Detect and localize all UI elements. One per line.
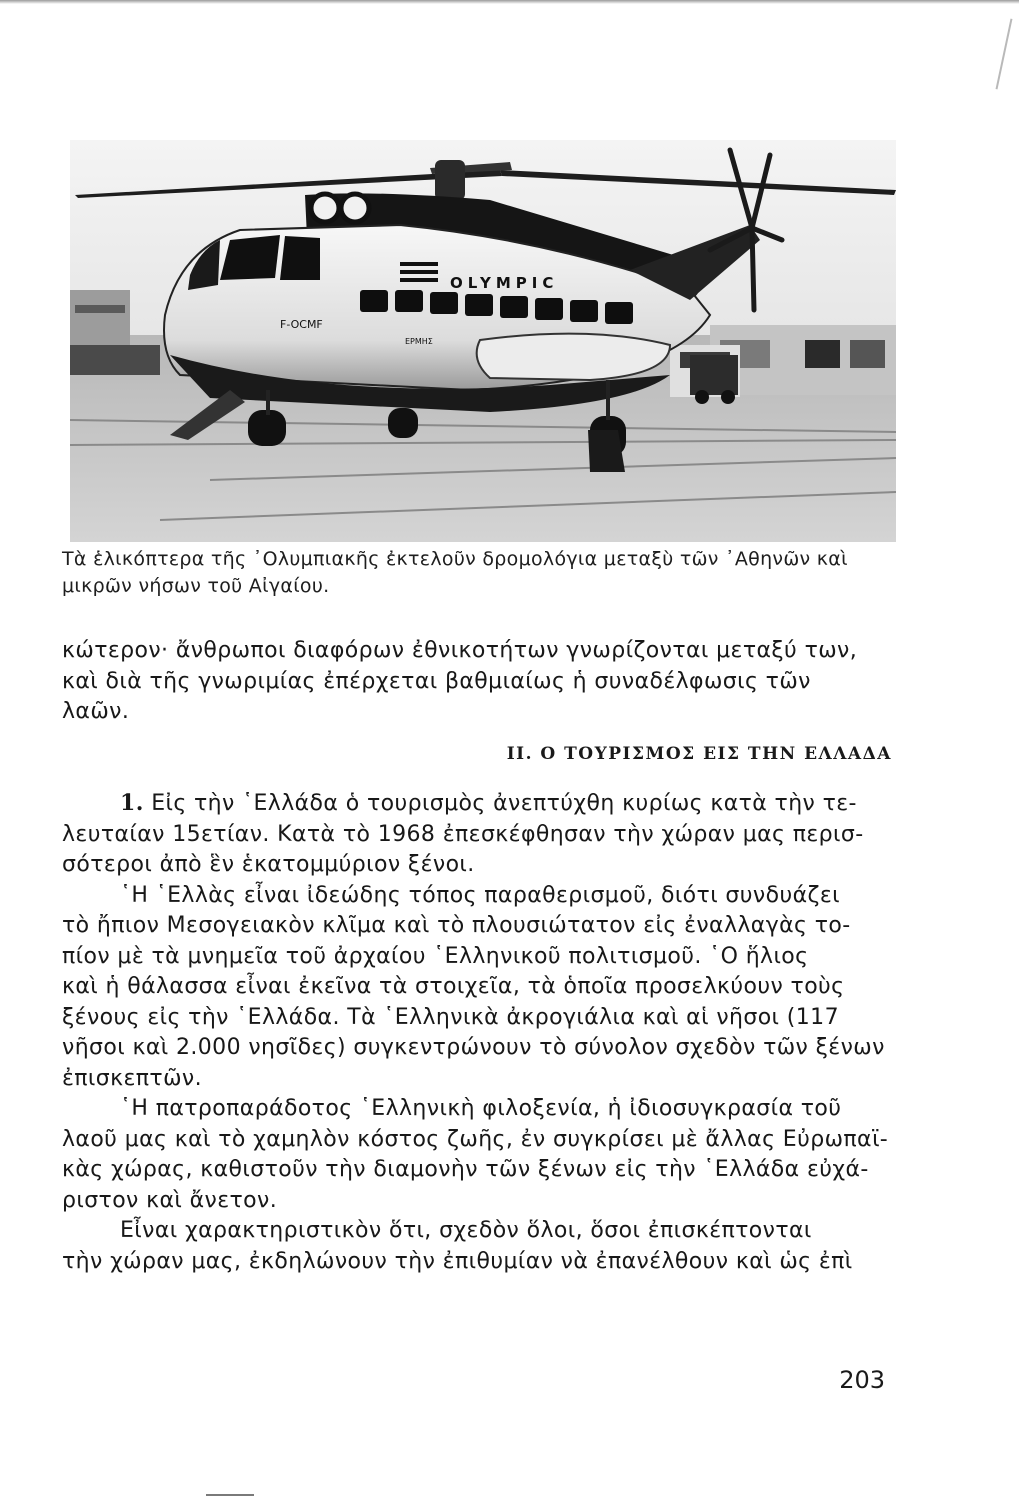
text-line-content: Εἰς τὴν ῾Ελλάδα ὁ τουρισμὸς ἀνεπτύχθη κυρίως κατὰ τὴν τε- — [151, 791, 857, 816]
figure-caption — [62, 546, 892, 600]
scan-mark-bottom — [206, 1494, 254, 1496]
text-line: Εἶναι χαρακτηριστικὸν ὅτι, σχεδὸν ὅλοι, ὅσοι ἐπισκέπτονται — [120, 1218, 812, 1243]
text-line: νῆσοι καὶ 2.000 νησῖδες) συγκεντρώνουν τὸ σύνολον σχεδὸν τῶν ξένων — [62, 1035, 885, 1060]
livery-stripes — [400, 262, 438, 282]
text-line: τὸ ἤπιον Μεσογειακὸν κλῖμα καὶ τὸ πλουσιώτατον εἰς ἐναλλαγὰς το- — [62, 913, 851, 938]
paragraph-4 — [62, 1216, 892, 1277]
text-line: λαοῦ μας καὶ τὸ χαμηλὸν κόστος ζωῆς, ἐν συγκρίσει μὲ ἄλλας Εὐρωπαϊ- — [62, 1126, 889, 1152]
scan-mark-corner — [996, 19, 1013, 90]
text-line: λευταίαν 15ετίαν. Κατὰ τὸ 1968 ἐπεσκέφθησαν τὴν χώραν μας περισ- — [62, 821, 864, 847]
text-line: λαῶν. — [62, 699, 130, 724]
livery-text: OLYMPIC — [450, 274, 559, 292]
page-number: 203 — [839, 1366, 885, 1394]
paragraph-3 — [62, 1094, 892, 1216]
caption-line: Τὰ ἑλικόπτερα τῆς ᾿Ολυμπιακῆς ἐκτελοῦν δρομολόγια μεταξὺ τῶν ᾿Αθηνῶν καὶ — [62, 548, 848, 570]
text-line: πίον μὲ τὰ μνημεῖα τοῦ ἀρχαίου ῾Ελληνικοῦ πολιτισμοῦ. ῾Ο ἥλιος — [62, 943, 809, 969]
paragraph-1 — [62, 788, 892, 881]
continuation-paragraph — [62, 636, 892, 728]
text-line: ῾Η ῾Ελλὰς εἶναι ἰδεώδης τόπος παραθερισμοῦ, διότι συνδυάζει — [120, 882, 840, 908]
text-line: σότεροι ἀπὸ ἓν ἑκατομμύριον ξένοι. — [62, 852, 475, 877]
text-line: κώτερον· ἄνθρωποι διαφόρων ἐθνικοτήτων γνωρίζονται μεταξύ των, — [62, 638, 858, 663]
paragraph-2 — [62, 881, 892, 1095]
caption-line: μικρῶν νήσων τοῦ Αἰγαίου. — [62, 575, 330, 597]
section-heading: II. Ο ΤΟΥΡΙΣΜΟΣ ΕΙΣ ΤΗΝ ΕΛΛΑΔΑ — [506, 744, 892, 764]
text-line: καὶ διὰ τῆς γνωριμίας ἐπέρχεται βαθμιαίως ἡ συναδέλφωσις τῶν — [62, 668, 811, 694]
text-line: τὴν χώραν μας, ἐκδηλώνουν τὴν ἐπιθυμίαν νὰ ἐπανέλθουν καὶ ὡς ἐπὶ — [62, 1248, 853, 1274]
text-line: ριστον καὶ ἄνετον. — [62, 1187, 278, 1213]
text-line — [62, 788, 892, 820]
text-line: ῾Η πατροπαράδοτος ῾Ελληνικὴ φιλοξενία, ἡ ἰδιοσυγκρασία τοῦ — [120, 1096, 842, 1121]
scan-edge-top — [0, 0, 1019, 4]
text-line: ἐπισκεπτῶν. — [62, 1065, 202, 1091]
text-line: καὶ ἡ θάλασσα εἶναι ἐκεῖνα τὰ στοιχεῖα, τὰ ὁποῖα προσελκύουν τοὺς — [62, 974, 845, 999]
helicopter-photo — [70, 140, 896, 542]
text-line: ξένους εἰς τὴν ῾Ελλάδα. Τὰ ῾Ελληνικὰ ἀκρογιάλια καὶ αἱ νῆσοι (117 — [62, 1004, 839, 1030]
name-text: ΕΡΜΗΣ — [405, 337, 433, 346]
section-body — [62, 788, 892, 1277]
paragraph-number: 1. — [120, 790, 144, 816]
text-line: κὰς χώρας, καθιστοῦν τὴν διαμονὴν τῶν ξένων εἰς τὴν ῾Ελλάδα εὐχά- — [62, 1157, 869, 1182]
registration-text: F-OCMF — [280, 318, 323, 331]
